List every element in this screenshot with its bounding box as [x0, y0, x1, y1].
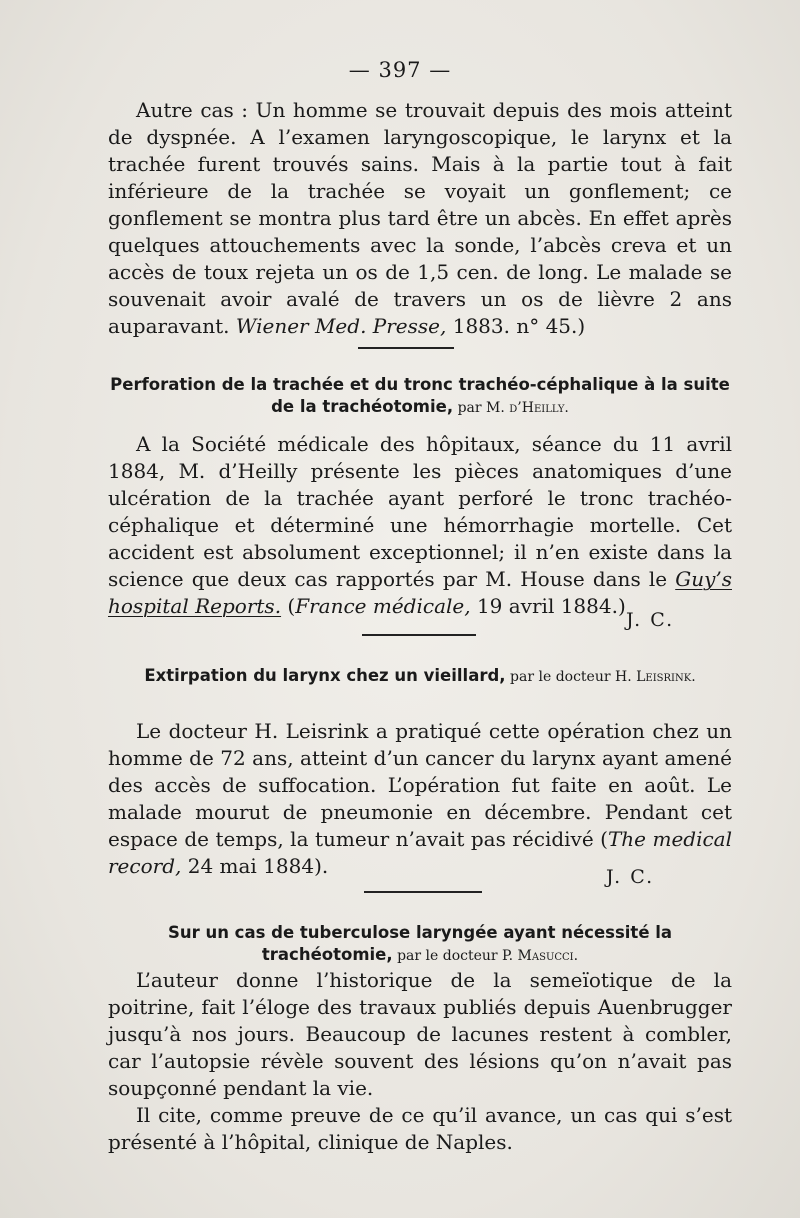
byline-author: d’Heilly. [509, 400, 569, 416]
signature: J. C. [606, 866, 655, 888]
citation-open: ( [287, 594, 296, 618]
citation-rest: 24 mai 1884). [181, 854, 329, 878]
article-paragraph [108, 431, 732, 620]
article-paragraph: Il cite, comme preuve de ce qu’il avance, un cas qui s’est présenté à l’hôpital, clinique de Naples. [108, 1103, 732, 1154]
article-title-text: Perforation de la trachée et du tronc trachéo-céphalique à la suite de la trachéotomie, [110, 375, 730, 416]
section-divider [362, 634, 476, 636]
article-body-extirpation [108, 718, 732, 880]
section-divider [358, 347, 454, 349]
article-title-perforation [108, 374, 732, 419]
byline-prefix: par M. [453, 400, 510, 416]
citation-source: Wiener Med. Presse, [235, 314, 447, 338]
continuation-paragraph [108, 97, 732, 340]
journal-name: Guy’s hospital Reports. [108, 567, 732, 618]
article-paragraph: L’auteur donne l’historique de la semeïotique de la poitrine, fait l’éloge des travaux publiés depuis Auenbrugger jusqu’à nos jours. Beaucoup de lacunes restent à combler, car l’autopsie révèle souvent des lésions qu’on n’avait pas soupçonné pendant la vie. [108, 968, 732, 1100]
paragraph-text: A la Société médicale des hôpitaux, séance du 11 avril 1884, M. d’Heilly présente les pièces anatomiques d’une ulcération de la trachée ayant perforé le tronc trachéo-céphalique et déterminé une hémorrhagie mortelle. Cet accident est absolument exceptionnel; il n’en existe dans la science que deux cas rapportés par M. House dans le [108, 432, 732, 591]
section-divider [364, 891, 482, 893]
article-body-perforation [108, 431, 732, 620]
article-title-tuberculose [108, 922, 732, 967]
byline-author: Masucci. [517, 948, 579, 964]
paragraph-text: Le docteur H. Leisrink a pratiqué cette opération chez un homme de 72 ans, atteint d’un cancer du larynx ayant amené des accès de suffocation. L’opération fut faite en août. Le malade mourut de pneumonie en décembre. Pendant cet espace de temps, la tumeur n’avait pas récidivé ( [108, 719, 732, 851]
signature: J. C. [626, 609, 675, 631]
byline-prefix: par le docteur [505, 669, 615, 685]
journal-name: The medical record, [108, 827, 733, 878]
article-paragraph [108, 718, 732, 880]
section-continuation [108, 97, 732, 340]
article-body-tuberculose [108, 967, 732, 1156]
page-number: — 397 — [348, 58, 452, 82]
citation-rest: 1883. n° 45.) [446, 314, 586, 338]
byline-prefix: par le docteur P. [392, 948, 518, 964]
citation-source: France médicale, [295, 594, 471, 618]
article-title-extirpation [108, 665, 732, 688]
citation-rest: 19 avril 1884.) [470, 594, 626, 618]
article-title-text: Sur un cas de tuberculose laryngée ayant nécessité la trachéotomie, [167, 923, 673, 964]
continuation-text: Autre cas : Un homme se trouvait depuis des mois atteint de dyspnée. A l’examen laryngoscopique, le larynx et la trachée furent trouvés sains. Mais à la partie tout à fait inférieure de la trachée se voyait un gonflement; ce gonflement se montra plus tard être un abcès. En effet après quelques attouchements avec la sonde, l’abcès creva et un accès de toux rejeta un os de 1,5 cen. de long. Le malade se souvenait avoir avalé de travers un os de lièvre 2 ans auparavant. [108, 98, 732, 338]
byline-author: H. Leisrink. [615, 669, 696, 685]
article-title-text: Extirpation du larynx chez un vieillard, [144, 666, 506, 685]
